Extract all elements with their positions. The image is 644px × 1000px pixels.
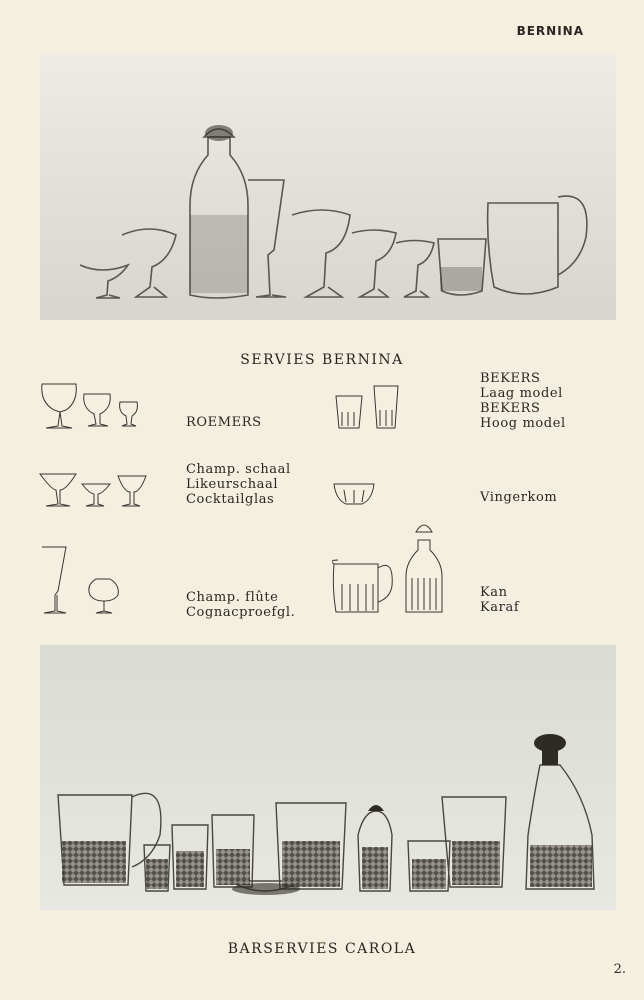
carola-photo — [40, 645, 616, 910]
carola-glassware-image — [40, 645, 616, 910]
kan-karaf-drawing — [332, 518, 452, 618]
label-line: Cocktailglas — [186, 492, 275, 507]
label-schaal — [186, 462, 291, 507]
label-kan-karaf — [480, 585, 519, 615]
page-number: 2. — [613, 962, 626, 977]
label-vingerkom — [480, 490, 557, 505]
schaal-drawing — [38, 470, 150, 510]
label-line: ROEMERS — [186, 415, 262, 430]
label-line: Champ. flûte — [186, 590, 279, 605]
roemers-drawing — [38, 380, 148, 432]
label-line: Hoog model — [480, 416, 566, 431]
flute-cognac-drawing — [38, 545, 120, 617]
bernina-glassware-image — [40, 55, 616, 320]
label-line: Kan — [480, 585, 508, 600]
label-line: Laag model — [480, 386, 563, 401]
bernina-photo — [40, 55, 616, 320]
label-roemers — [186, 415, 262, 430]
vingerkom-drawing — [332, 482, 376, 506]
bekers-drawing — [332, 382, 402, 432]
label-flute — [186, 590, 295, 620]
label-line: Champ. schaal — [186, 462, 291, 477]
label-bekers — [480, 371, 566, 431]
label-line: Cognacproefgl. — [186, 605, 296, 620]
label-line: Vingerkom — [480, 490, 558, 505]
label-line: BEKERS — [480, 371, 541, 386]
label-line: BEKERS — [480, 401, 541, 416]
label-line: Karaf — [480, 600, 520, 615]
page-header: BERNINA — [516, 24, 584, 38]
bottom-photo-caption: BARSERVIES CAROLA — [227, 941, 417, 957]
top-photo-caption: SERVIES BERNINA — [240, 352, 404, 368]
label-line: Likeurschaal — [186, 477, 279, 492]
